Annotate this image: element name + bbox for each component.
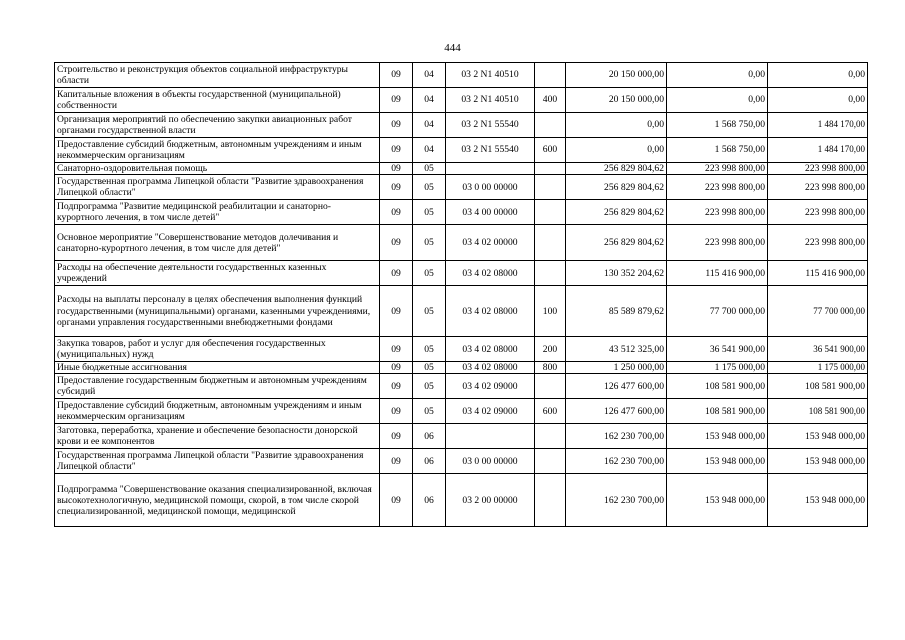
row-amount-2-cell: 108 581 900,00 <box>667 399 768 424</box>
table-row <box>55 286 868 337</box>
row-expense-type-cell <box>535 474 566 527</box>
row-section-cell: 09 <box>380 200 413 225</box>
row-section-cell: 09 <box>380 225 413 261</box>
row-expense-type-cell <box>535 163 566 175</box>
row-amount-1-cell: 256 829 804,62 <box>566 175 667 200</box>
row-subsection-cell: 04 <box>413 138 446 163</box>
row-subsection-cell: 05 <box>413 399 446 424</box>
row-amount-2-cell: 108 581 900,00 <box>667 374 768 399</box>
row-amount-1-cell: 256 829 804,62 <box>566 163 667 175</box>
row-amount-1-cell: 126 477 600,00 <box>566 374 667 399</box>
table-row <box>55 200 868 225</box>
row-expense-type-cell <box>535 449 566 474</box>
row-section-cell: 09 <box>380 88 413 113</box>
row-expense-type-cell: 200 <box>535 337 566 362</box>
row-expense-type-cell <box>535 175 566 200</box>
row-target-article-cell: 03 4 02 08000 <box>446 261 535 286</box>
row-expense-type-cell <box>535 374 566 399</box>
row-amount-3-cell: 223 998 800,00 <box>768 163 868 175</box>
row-name-cell: Предоставление государственным бюджетным и автономным учреждениям субсидий <box>55 374 380 399</box>
row-expense-type-cell <box>535 424 566 449</box>
table-row <box>55 175 868 200</box>
row-subsection-cell: 05 <box>413 374 446 399</box>
row-amount-1-cell: 256 829 804,62 <box>566 225 667 261</box>
row-subsection-cell: 05 <box>413 225 446 261</box>
table-row <box>55 138 868 163</box>
row-name-cell: Капитальные вложения в объекты государственной (муниципальной) собственности <box>55 88 380 113</box>
row-subsection-cell: 06 <box>413 474 446 527</box>
row-amount-1-cell: 85 589 879,62 <box>566 286 667 337</box>
table-row <box>55 474 868 527</box>
row-name-cell: Иные бюджетные ассигнования <box>55 362 380 374</box>
row-expense-type-cell: 400 <box>535 88 566 113</box>
table-body <box>55 63 868 527</box>
row-expense-type-cell: 100 <box>535 286 566 337</box>
row-amount-3-cell: 77 700 000,00 <box>768 286 868 337</box>
row-amount-1-cell: 0,00 <box>566 113 667 138</box>
row-section-cell: 09 <box>380 449 413 474</box>
row-name-cell: Подпрограмма "Развитие медицинской реабилитации и санаторно-курортного лечения, в том числе детей" <box>55 200 380 225</box>
row-name-cell: Государственная программа Липецкой области "Развитие здравоохранения Липецкой области" <box>55 175 380 200</box>
row-amount-1-cell: 162 230 700,00 <box>566 424 667 449</box>
row-target-article-cell: 03 2 00 00000 <box>446 474 535 527</box>
row-amount-3-cell: 153 948 000,00 <box>768 449 868 474</box>
row-subsection-cell: 06 <box>413 449 446 474</box>
row-amount-2-cell: 36 541 900,00 <box>667 337 768 362</box>
row-amount-3-cell: 153 948 000,00 <box>768 474 868 527</box>
row-amount-1-cell: 20 150 000,00 <box>566 88 667 113</box>
row-section-cell: 09 <box>380 374 413 399</box>
row-amount-2-cell: 223 998 800,00 <box>667 200 768 225</box>
row-section-cell: 09 <box>380 286 413 337</box>
row-target-article-cell: 03 4 02 09000 <box>446 399 535 424</box>
row-amount-3-cell: 223 998 800,00 <box>768 175 868 200</box>
row-amount-3-cell: 223 998 800,00 <box>768 225 868 261</box>
row-expense-type-cell: 800 <box>535 362 566 374</box>
row-amount-1-cell: 20 150 000,00 <box>566 63 667 88</box>
row-target-article-cell <box>446 424 535 449</box>
row-amount-1-cell: 126 477 600,00 <box>566 399 667 424</box>
row-subsection-cell: 05 <box>413 362 446 374</box>
row-amount-3-cell: 223 998 800,00 <box>768 200 868 225</box>
row-target-article-cell <box>446 163 535 175</box>
row-amount-3-cell: 1 175 000,00 <box>768 362 868 374</box>
table-row <box>55 163 868 175</box>
row-section-cell: 09 <box>380 399 413 424</box>
row-section-cell: 09 <box>380 175 413 200</box>
row-name-cell: Предоставление субсидий бюджетным, автономным учреждениям и иным некоммерческим организациям <box>55 138 380 163</box>
row-section-cell: 09 <box>380 138 413 163</box>
row-amount-2-cell: 223 998 800,00 <box>667 225 768 261</box>
row-section-cell: 09 <box>380 337 413 362</box>
row-amount-2-cell: 77 700 000,00 <box>667 286 768 337</box>
row-amount-2-cell: 115 416 900,00 <box>667 261 768 286</box>
row-target-article-cell: 03 4 02 08000 <box>446 362 535 374</box>
row-name-cell: Строительство и реконструкция объектов социальной инфраструктуры области <box>55 63 380 88</box>
row-name-cell: Расходы на обеспечение деятельности государственных казенных учреждений <box>55 261 380 286</box>
row-expense-type-cell <box>535 200 566 225</box>
row-amount-1-cell: 130 352 204,62 <box>566 261 667 286</box>
row-amount-1-cell: 43 512 325,00 <box>566 337 667 362</box>
table-row <box>55 424 868 449</box>
budget-table <box>54 62 868 527</box>
row-name-cell: Государственная программа Липецкой области "Развитие здравоохранения Липецкой области" <box>55 449 380 474</box>
row-name-cell: Санаторно-оздоровительная помощь <box>55 163 380 175</box>
table-row <box>55 362 868 374</box>
row-name-cell: Закупка товаров, работ и услуг для обеспечения государственных (муниципальных) нужд <box>55 337 380 362</box>
row-expense-type-cell: 600 <box>535 399 566 424</box>
table-row <box>55 399 868 424</box>
row-target-article-cell: 03 0 00 00000 <box>446 449 535 474</box>
row-subsection-cell: 04 <box>413 88 446 113</box>
row-subsection-cell: 05 <box>413 163 446 175</box>
row-name-cell: Расходы на выплаты персоналу в целях обеспечения выполнения функций государственными (муниципальными) органами, казенными учреждениями, органами управления государственными внебюджетными фондами <box>55 286 380 337</box>
row-amount-3-cell: 115 416 900,00 <box>768 261 868 286</box>
row-target-article-cell: 03 0 00 00000 <box>446 175 535 200</box>
row-target-article-cell: 03 2 N1 55540 <box>446 113 535 138</box>
table-row <box>55 261 868 286</box>
row-amount-2-cell: 1 568 750,00 <box>667 138 768 163</box>
row-amount-2-cell: 153 948 000,00 <box>667 449 768 474</box>
row-amount-3-cell: 153 948 000,00 <box>768 424 868 449</box>
row-expense-type-cell <box>535 113 566 138</box>
row-subsection-cell: 05 <box>413 286 446 337</box>
row-amount-3-cell: 1 484 170,00 <box>768 138 868 163</box>
page-number: 444 <box>444 42 461 54</box>
table-row <box>55 88 868 113</box>
row-target-article-cell: 03 4 02 08000 <box>446 286 535 337</box>
table-row <box>55 113 868 138</box>
row-amount-3-cell: 108 581 900,00 <box>768 374 868 399</box>
row-amount-2-cell: 153 948 000,00 <box>667 474 768 527</box>
row-name-cell: Заготовка, переработка, хранение и обеспечение безопасности донорской крови и ее компонентов <box>55 424 380 449</box>
row-section-cell: 09 <box>380 424 413 449</box>
row-amount-3-cell: 36 541 900,00 <box>768 337 868 362</box>
row-target-article-cell: 03 4 02 09000 <box>446 374 535 399</box>
row-target-article-cell: 03 4 02 00000 <box>446 225 535 261</box>
row-amount-2-cell: 0,00 <box>667 63 768 88</box>
row-expense-type-cell <box>535 63 566 88</box>
row-target-article-cell: 03 4 02 08000 <box>446 337 535 362</box>
table-row <box>55 63 868 88</box>
row-target-article-cell: 03 2 N1 40510 <box>446 88 535 113</box>
table-row <box>55 225 868 261</box>
row-amount-1-cell: 1 250 000,00 <box>566 362 667 374</box>
row-section-cell: 09 <box>380 163 413 175</box>
row-name-cell: Предоставление субсидий бюджетным, автономным учреждениям и иным некоммерческим организациям <box>55 399 380 424</box>
row-amount-3-cell: 1 484 170,00 <box>768 113 868 138</box>
row-section-cell: 09 <box>380 362 413 374</box>
row-target-article-cell: 03 2 N1 55540 <box>446 138 535 163</box>
row-amount-1-cell: 256 829 804,62 <box>566 200 667 225</box>
row-amount-1-cell: 162 230 700,00 <box>566 474 667 527</box>
row-expense-type-cell <box>535 225 566 261</box>
row-amount-2-cell: 153 948 000,00 <box>667 424 768 449</box>
row-subsection-cell: 06 <box>413 424 446 449</box>
row-amount-3-cell: 0,00 <box>768 63 868 88</box>
row-amount-3-cell: 0,00 <box>768 88 868 113</box>
row-amount-2-cell: 223 998 800,00 <box>667 175 768 200</box>
row-section-cell: 09 <box>380 63 413 88</box>
row-subsection-cell: 05 <box>413 261 446 286</box>
row-section-cell: 09 <box>380 113 413 138</box>
row-target-article-cell: 03 2 N1 40510 <box>446 63 535 88</box>
row-amount-3-cell: 108 581 900,00 <box>768 399 868 424</box>
row-amount-2-cell: 1 175 000,00 <box>667 362 768 374</box>
row-name-cell: Организация мероприятий по обеспечению закупки авиационных работ органами государственной власти <box>55 113 380 138</box>
table-row <box>55 337 868 362</box>
row-amount-2-cell: 223 998 800,00 <box>667 163 768 175</box>
row-subsection-cell: 04 <box>413 113 446 138</box>
table-row <box>55 374 868 399</box>
row-expense-type-cell <box>535 261 566 286</box>
row-name-cell: Подпрограмма "Совершенствование оказания специализированной, включая высокотехнологичную, медицинской помощи, скорой, в том числе скорой специализированной, медицинской помощи, медицинской <box>55 474 380 527</box>
row-amount-1-cell: 162 230 700,00 <box>566 449 667 474</box>
row-name-cell: Основное мероприятие "Совершенствование методов долечивания и санаторно-курортного лечения, в том числе для детей" <box>55 225 380 261</box>
row-subsection-cell: 05 <box>413 200 446 225</box>
table-row <box>55 449 868 474</box>
row-section-cell: 09 <box>380 474 413 527</box>
row-subsection-cell: 04 <box>413 63 446 88</box>
row-amount-1-cell: 0,00 <box>566 138 667 163</box>
row-subsection-cell: 05 <box>413 337 446 362</box>
row-amount-2-cell: 1 568 750,00 <box>667 113 768 138</box>
row-amount-2-cell: 0,00 <box>667 88 768 113</box>
row-section-cell: 09 <box>380 261 413 286</box>
row-subsection-cell: 05 <box>413 175 446 200</box>
row-target-article-cell: 03 4 00 00000 <box>446 200 535 225</box>
row-expense-type-cell: 600 <box>535 138 566 163</box>
